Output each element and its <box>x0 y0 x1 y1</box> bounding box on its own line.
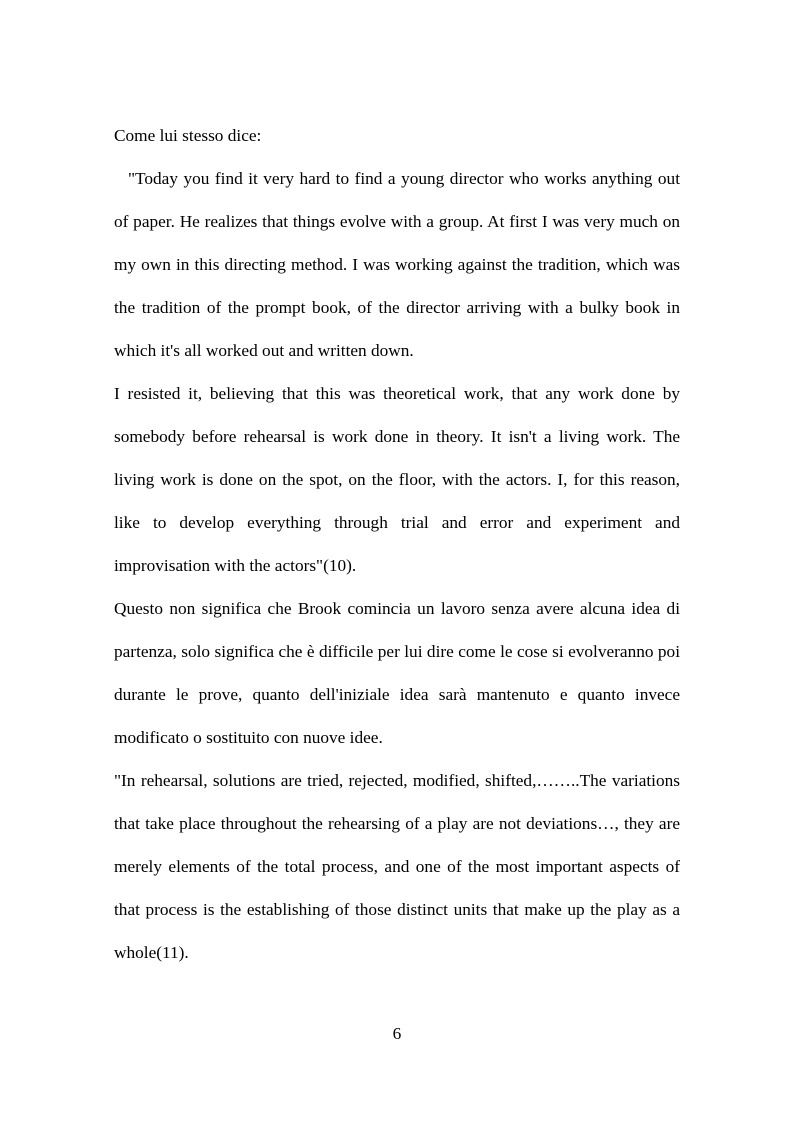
document-page <box>114 0 680 1123</box>
body-text <box>114 114 680 974</box>
intro-line: Come lui stesso dice: <box>114 126 262 145</box>
paragraph-quote-1: "Today you find it very hard to find a young director who works anything out of paper. He realizes that things evolve with a group. At first I was very much on my own in this directing method. I was working against the tradition, which was the tradition of the prompt book, of the director arriving with a bulky book in which it's all worked out and written down. <box>114 169 680 360</box>
paragraph-commentary: Questo non significa che Brook comincia un lavoro senza avere alcuna idea di partenza, solo significa che è difficile per lui dire come le cose si evolveranno poi durante le prove, quanto dell'iniziale idea sarà mantenuto e quanto invece modificato o sostituito con nuove idee. <box>114 599 680 747</box>
paragraph-quote-3: "In rehearsal, solutions are tried, rejected, modified, shifted,……..The variations that take place throughout the rehearsing of a play are not deviations…, they are merely elements of the total process, and one of the most important aspects of that process is the establishing of those distinct units that make up the play as a whole(11). <box>114 771 680 962</box>
page-number: 6 <box>392 1024 402 1043</box>
paragraph-quote-2: I resisted it, believing that this was theoretical work, that any work done by somebody before rehearsal is work done in theory. It isn't a living work. The living work is done on the spot, on the floor, with the actors. I, for this reason, like to develop everything through trial and error and experiment and improvisation with the actors"(10). <box>114 384 680 575</box>
